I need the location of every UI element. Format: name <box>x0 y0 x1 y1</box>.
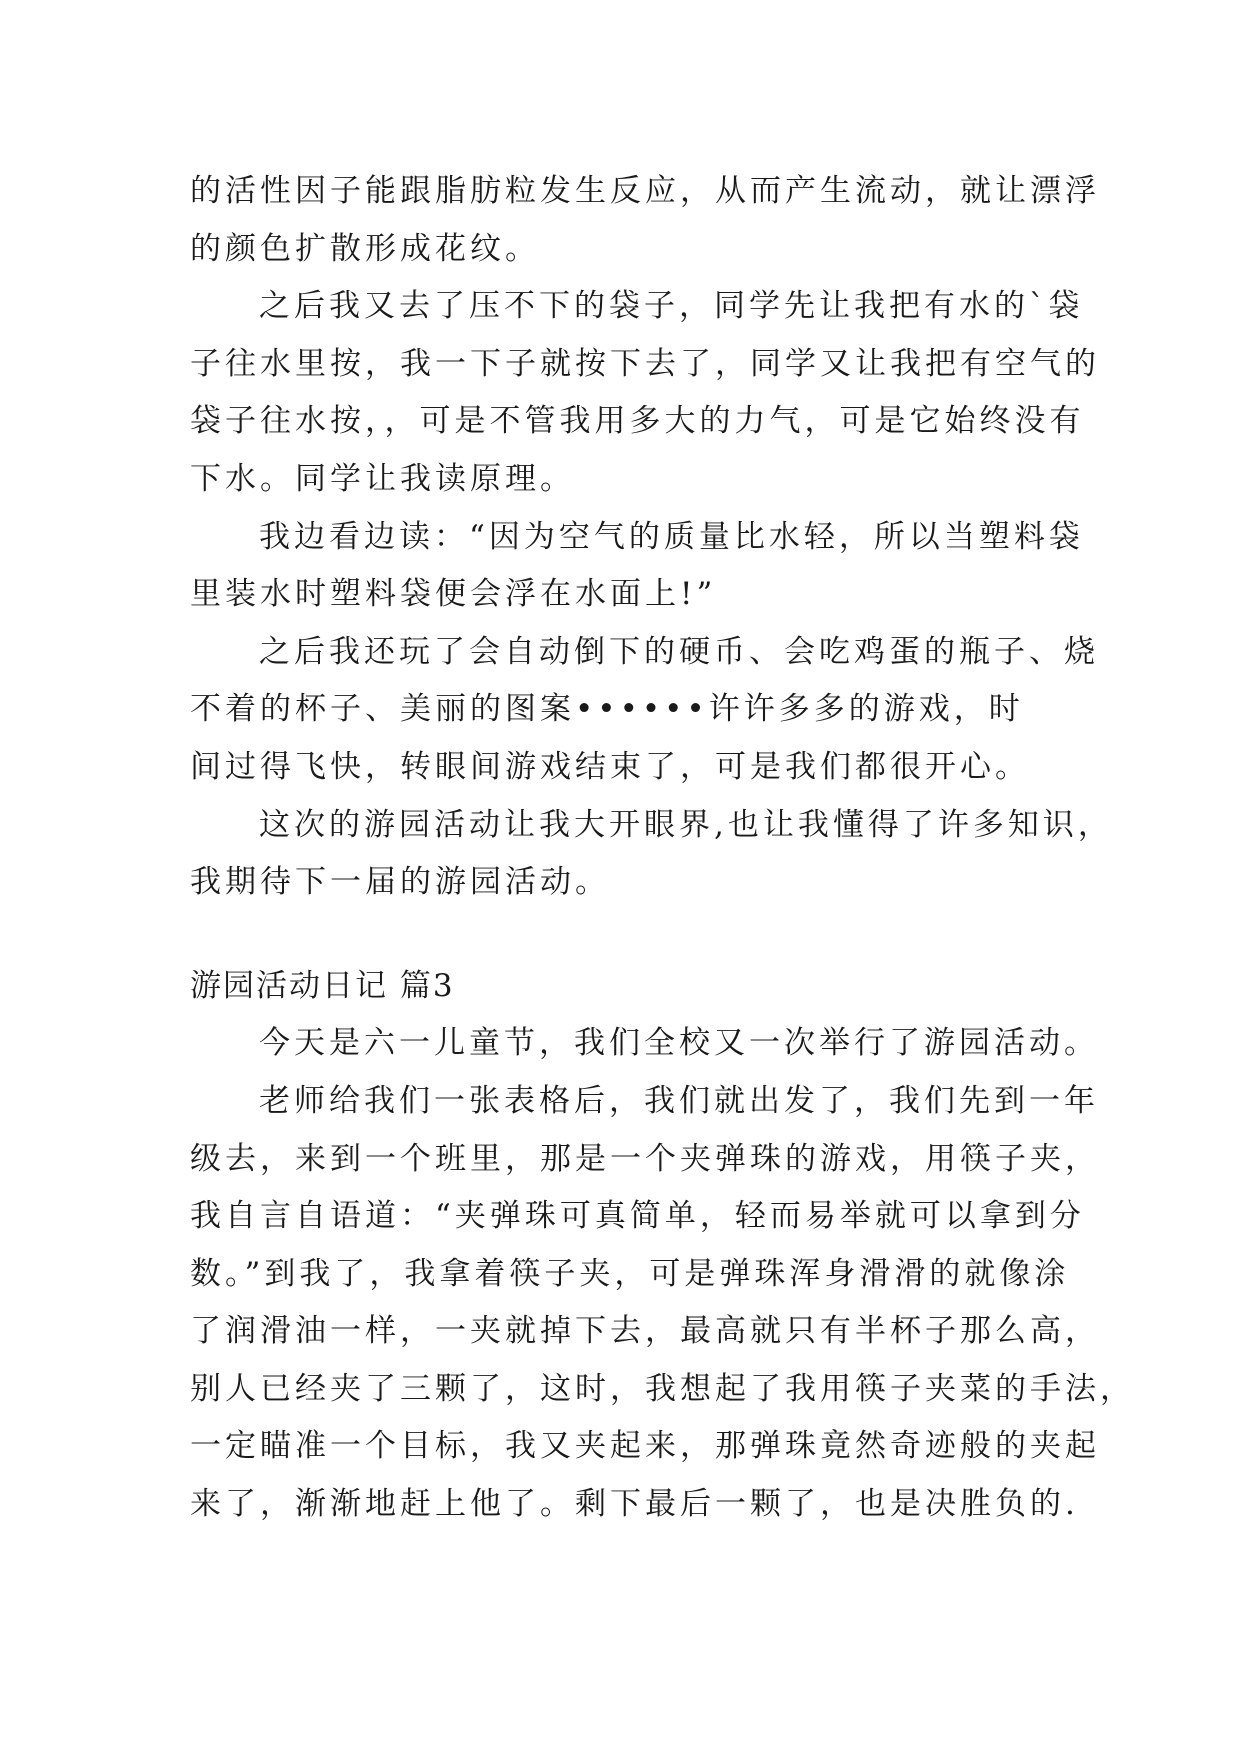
text-line: 别人已经夹了三颗了，这时，我想起了我用筷子夹菜的手法， <box>190 1370 1135 1407</box>
paragraph <box>190 163 1100 278</box>
section-gap <box>190 912 1070 958</box>
text-line: 不着的杯子、美丽的图案••••••许许多多的游戏，时 <box>190 691 1024 728</box>
text-line: 这次的游园活动让我大开眼界,也让我懂得了许多知识， <box>259 806 1113 843</box>
text-line: 今天是六一儿童节，我们全校又一次举行了游园活动。 <box>259 1025 1099 1062</box>
section-heading: 游园活动日记 篇3 <box>190 967 455 1004</box>
text-line: 我自言自语道：“夹弹珠可真简单，轻而易举就可以拿到分 <box>190 1198 1085 1235</box>
text-line: 子往水里按，我一下子就按下去了，同学又让我把有空气的 <box>190 345 1100 382</box>
paragraph <box>190 797 1113 912</box>
text-line: 的颜色扩散形成花纹。 <box>190 230 540 267</box>
text-line: 我边看边读：“因为空气的质量比水轻，所以当塑料袋 <box>259 518 1084 555</box>
text-line: 数。”到我了，我拿着筷子夹，可是弹珠浑身滑滑的就像涂 <box>190 1255 1070 1292</box>
text-line: 老师给我们一张表格后，我们就出发了，我们先到一年 <box>259 1082 1099 1119</box>
text-line: 袋子往水按，，可是不管我用多大的力气，可是它始终没有 <box>190 403 1085 440</box>
text-line: 的活性因子能跟脂肪粒发生反应，从而产生流动，就让漂浮 <box>190 173 1100 209</box>
paragraph <box>190 278 1100 508</box>
article-body <box>190 163 1135 1534</box>
paragraph <box>190 509 1084 624</box>
text-line: 之后我又去了压不下的袋子，同学先让我把有水的`袋 <box>259 288 1084 325</box>
text-line: 级去，来到一个班里，那是一个夹弹珠的游戏，用筷子夹， <box>190 1140 1100 1177</box>
text-line: 里装水时塑料袋便会浮在水面上!” <box>190 576 717 613</box>
paragraph <box>190 1015 1099 1073</box>
text-line: 之后我还玩了会自动倒下的硬币、会吃鸡蛋的瓶子、烧 <box>259 633 1099 670</box>
paragraph <box>190 624 1099 797</box>
text-line: 来了，渐渐地赶上他了。剩下最后一颗了，也是决胜负的. <box>190 1486 1079 1523</box>
text-line: 间过得飞快，转眼间游戏结束了，可是我们都很开心。 <box>190 748 1030 785</box>
text-line: 我期待下一届的游园活动。 <box>190 864 610 901</box>
text-line: 下水。同学让我读原理。 <box>190 460 575 497</box>
text-line: 一定瞄准一个目标，我又夹起来，那弹珠竟然奇迹般的夹起 <box>190 1428 1100 1465</box>
text-line: 了润滑油一样，一夹就掉下去，最高就只有半杯子那么高， <box>190 1313 1100 1350</box>
paragraph <box>190 1073 1135 1534</box>
